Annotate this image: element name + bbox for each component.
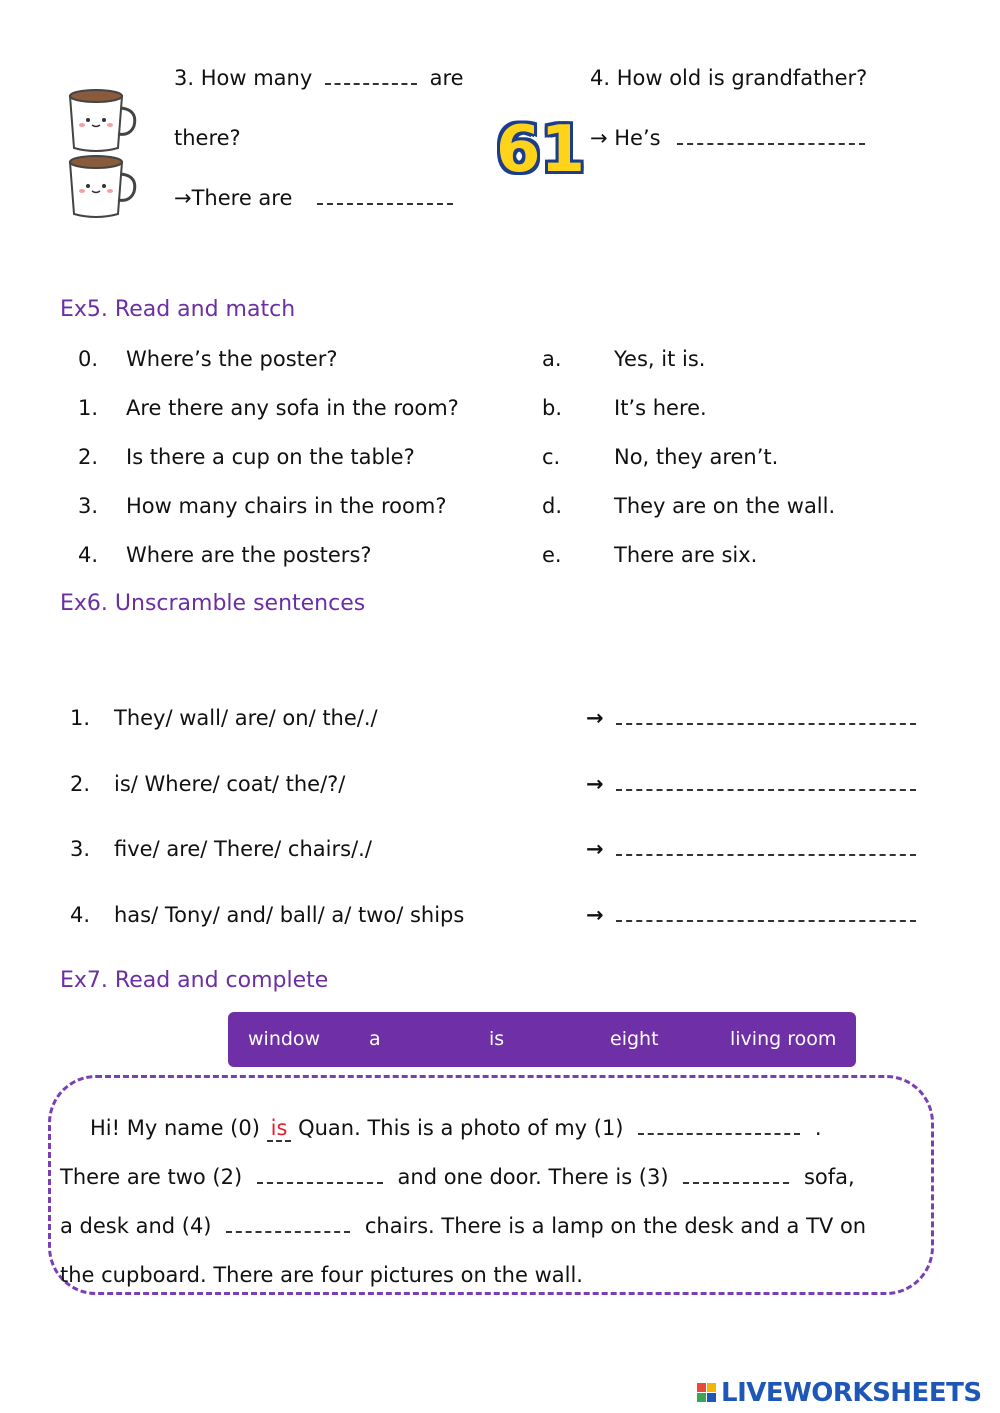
ex6-answer-blank[interactable] — [616, 906, 916, 922]
arrow-right-icon: → — [586, 772, 604, 796]
arrow-right-icon: → — [586, 706, 604, 730]
q3-blank-item[interactable] — [325, 69, 417, 85]
passage-text: a desk and (4) — [60, 1214, 212, 1238]
q4-answer-line — [590, 124, 865, 152]
ex5-answer-text[interactable]: There are six. — [614, 543, 758, 567]
ex6-answer-line — [586, 835, 916, 863]
q3-answer-prefix: →There are — [174, 186, 293, 210]
q3-line1 — [174, 64, 464, 92]
q4-answer-prefix: → He’s — [590, 126, 661, 150]
arrow-right-icon: → — [586, 837, 604, 861]
passage-text: There are two (2) — [60, 1165, 243, 1189]
passage-text: and one door. There is (3) — [397, 1165, 669, 1189]
ex5-answer-text[interactable]: Yes, it is. — [614, 347, 706, 371]
ex6-item-text: has/ Tony/ and/ ball/ a/ two/ ships — [114, 903, 465, 927]
passage-text: chairs. There is a lamp on the desk and a TV on — [364, 1214, 867, 1238]
word-bank-word[interactable]: window — [248, 1028, 321, 1050]
ex5-question-num: 2. — [78, 445, 99, 469]
logo-text: LIVEWORKSHEETS — [721, 1378, 982, 1408]
ex6-answer-blank[interactable] — [616, 775, 916, 791]
q4-question: 4. How old is grandfather? — [590, 66, 868, 90]
mug-icon — [66, 150, 140, 220]
ex5-question-text: Where are the posters? — [126, 543, 372, 567]
ex5-answer-letter: c. — [542, 445, 561, 469]
passage-line-3 — [60, 1212, 866, 1240]
ex6-answer-blank[interactable] — [616, 840, 916, 856]
ex6-answer-line — [586, 704, 916, 732]
ex5-question-text: Are there any sofa in the room? — [126, 396, 459, 420]
ex5-question-num: 4. — [78, 543, 99, 567]
passage-blank-2[interactable] — [257, 1168, 383, 1184]
passage-text: Hi! My name (0) — [90, 1116, 260, 1140]
passage-line-1 — [90, 1114, 822, 1142]
q4-answer-blank[interactable] — [677, 129, 865, 145]
mug-icon — [66, 84, 140, 154]
q3-answer-blank[interactable] — [317, 189, 453, 205]
passage-blank-1[interactable] — [638, 1119, 800, 1135]
example-answer-blank — [267, 1116, 292, 1142]
word-bank-word[interactable]: living room — [730, 1028, 837, 1050]
word-bank-word[interactable]: eight — [610, 1028, 659, 1050]
ex5-question-num: 1. — [78, 396, 99, 420]
q3-text-b: are — [429, 66, 464, 90]
ex5-question-text: Where’s the poster? — [126, 347, 338, 371]
arrow-right-icon: → — [586, 903, 604, 927]
word-bank-word[interactable]: a — [369, 1028, 381, 1050]
ex5-question-num: 0. — [78, 347, 99, 371]
word-bank-word[interactable]: is — [489, 1028, 505, 1050]
ex5-question-num: 3. — [78, 494, 99, 518]
ex5-answer-text[interactable]: No, they aren’t. — [614, 445, 779, 469]
ex6-item-num: 3. — [70, 837, 91, 861]
ex6-item-text: They/ wall/ are/ on/ the/./ — [114, 706, 378, 730]
ex5-answer-letter: d. — [542, 494, 563, 518]
passage-line-2 — [60, 1163, 855, 1191]
q3-line2: there? — [174, 126, 241, 150]
ex5-answer-letter: e. — [542, 543, 562, 567]
ex5-answer-text[interactable]: It’s here. — [614, 396, 707, 420]
ex5-answer-text[interactable]: They are on the wall. — [614, 494, 836, 518]
ex5-answer-letter: b. — [542, 396, 563, 420]
ex6-item-num: 1. — [70, 706, 91, 730]
ex6-item-num: 2. — [70, 772, 91, 796]
passage-line-4: the cupboard. There are four pictures on the wall. — [60, 1263, 583, 1287]
passage-text: Quan. This is a photo of my (1) — [298, 1116, 624, 1140]
ex5-answer-letter: a. — [542, 347, 562, 371]
passage-text: sofa, — [803, 1165, 855, 1189]
ex6-answer-line — [586, 770, 916, 798]
ex5-question-text: Is there a cup on the table? — [126, 445, 415, 469]
number-61-image: 61 — [496, 113, 586, 187]
ex6-item-num: 4. — [70, 903, 91, 927]
example-answer: is — [270, 1116, 288, 1140]
ex6-item-text: five/ are/ There/ chairs/./ — [114, 837, 372, 861]
q3-text-a: 3. How many — [174, 66, 313, 90]
passage-blank-4[interactable] — [226, 1217, 350, 1233]
word-bank — [228, 1012, 856, 1067]
ex7-title: Ex7. Read and complete — [60, 968, 329, 993]
q3-answer-line — [174, 184, 453, 212]
ex5-question-text: How many chairs in the room? — [126, 494, 447, 518]
ex6-item-text: is/ Where/ coat/ the/?/ — [114, 772, 346, 796]
ex6-answer-line — [586, 901, 916, 929]
ex5-title: Ex5. Read and match — [60, 297, 296, 322]
ex6-title: Ex6. Unscramble sentences — [60, 591, 366, 616]
ex6-answer-blank[interactable] — [616, 709, 916, 725]
passage-text: . — [814, 1116, 822, 1140]
passage-blank-3[interactable] — [683, 1168, 789, 1184]
logo-cube-icon — [697, 1383, 717, 1403]
